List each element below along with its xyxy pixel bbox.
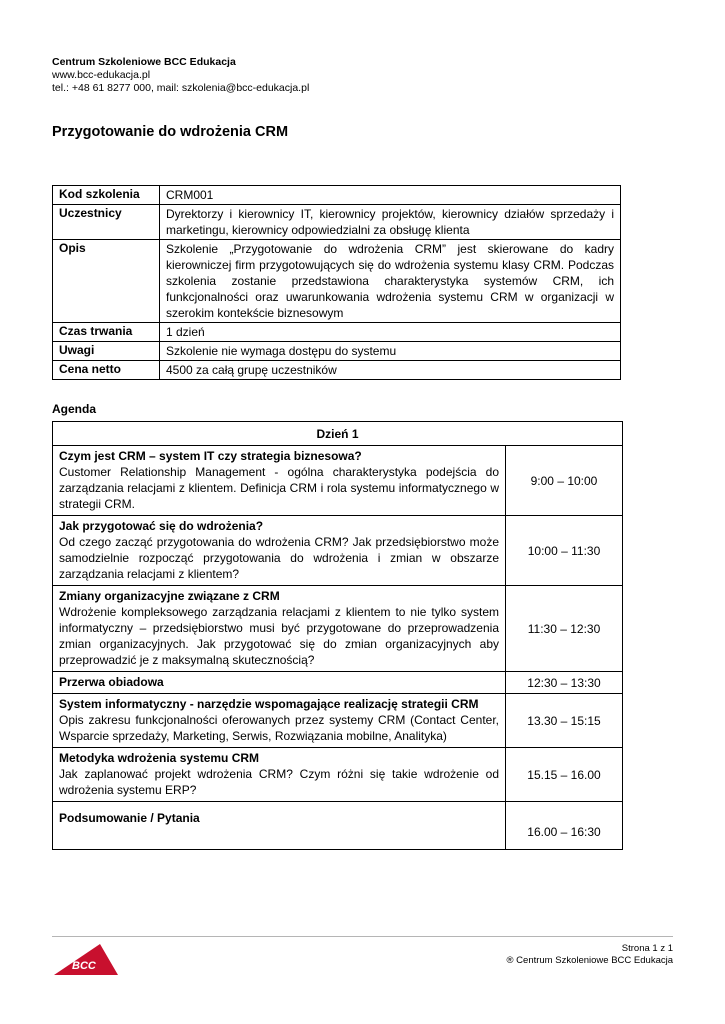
price-value: 4500 za całą grupę uczestników [160,361,621,380]
agenda-topic-desc: Wdrożenie kompleksowego zarządzania relacjami z klientem to nie tylko system informatyczny – przedsiębiorstwo musi być przygotowane do przeprowadzenia zmian organizacyjnych. Jak przygotować się do zmian organizacyjnych aby przeprowadzić je z maksymalną skutecznością? [59,605,499,667]
agenda-time: 13.30 – 15:15 [506,694,623,748]
page-number: Strona 1 z 1 [621,943,673,954]
website-text: www.bcc-edukacja.pl [52,69,151,81]
agenda-row [53,748,623,802]
agenda-topic-title: Metodyka wdrożenia systemu CRM [59,751,260,765]
agenda-topic-desc: Customer Relationship Management - ogólna charakterystyka podejścia do zarządzania relacjami z klientem. Definicja CRM i rola systemu informatycznego w strategii CRM. [59,465,499,511]
copyright-text: ® Centrum Szkoleniowe BCC Edukacja [506,955,673,966]
notes-label: Uwagi [53,342,160,361]
info-row-code [53,186,621,205]
agenda-time: 16.00 – 16:30 [506,802,623,850]
duration-label: Czas trwania [53,323,160,342]
info-row-price [53,361,621,380]
agenda-topic [53,694,506,748]
agenda-topic-title: Jak przygotować się do wdrożenia? [59,519,264,533]
document-header [52,56,309,95]
agenda-topic [53,586,506,672]
description-value: Szkolenie „Przygotowanie do wdrożenia CRM” jest skierowane do kadry kierowniczej firm przygotowujących się do wdrożenia systemu klasy CRM. Podczas szkolenia zostanie przedstawiona charakterystyka systemów CRM, ich funkcjonalności oraz uwarunkowania wdrożenia systemu CRM w organizacji w szerokim kontekście biznesowym [160,240,621,323]
agenda-time: 12:30 – 13:30 [506,672,623,694]
duration-value: 1 dzień [160,323,621,342]
logo-text: BCC [72,960,96,972]
page-footer [507,943,673,967]
agenda-topic-title: System informatyczny - narzędzie wspomagające realizację strategii CRM [59,697,479,711]
agenda-topic-title: Przerwa obiadowa [59,675,164,689]
document-title: Przygotowanie do wdrożenia CRM [52,124,289,140]
day-header: Dzień 1 [53,422,623,446]
agenda-topic-desc: Opis zakresu funkcjonalności oferowanych przez systemy CRM (Contact Center, Wsparcie sprzedaży, Marketing, Serwis, Rozwiązania mobilne, Analityka) [59,713,499,743]
agenda-topic-title: Czym jest CRM – system IT czy strategia biznesowa? [59,449,362,463]
agenda-topic-desc: Jak zaplanować projekt wdrożenia CRM? Czym różni się takie wdrożenie od wdrożenia systemu ERP? [59,767,499,797]
agenda-topic [53,516,506,586]
description-label: Opis [53,240,160,323]
participants-label: Uczestnicy [53,205,160,240]
info-row-notes [53,342,621,361]
agenda-row [53,672,623,694]
footer-divider [52,936,673,937]
agenda-topic [53,446,506,516]
agenda-topic-title: Zmiany organizacyjne związane z CRM [59,589,280,603]
agenda-topic [53,802,506,850]
organization-name: Centrum Szkoleniowe BCC Edukacja [52,56,236,68]
bcc-logo [52,942,120,976]
agenda-table [52,421,623,850]
info-row-description [53,240,621,323]
agenda-heading: Agenda [52,402,97,416]
agenda-topic [53,748,506,802]
agenda-topic-title: Podsumowanie / Pytania [59,811,200,825]
info-row-participants [53,205,621,240]
course-info-table [52,185,621,380]
code-label: Kod szkolenia [53,186,160,205]
agenda-time: 11:30 – 12:30 [506,586,623,672]
agenda-topic-desc: Od czego zacząć przygotowania do wdrożenia CRM? Jak przedsiębiorstwo może samodzielnie rozpocząć przygotowania do wdrożenia i zmian w obszarze zarządzania relacjami z klientem? [59,535,499,581]
contact-text: tel.: +48 61 8277 000, mail: szkolenia@bcc-edukacja.pl [52,82,310,94]
code-value: CRM001 [160,186,621,205]
agenda-time: 9:00 – 10:00 [506,446,623,516]
agenda-row [53,694,623,748]
agenda-time: 15.15 – 16.00 [506,748,623,802]
info-row-duration [53,323,621,342]
participants-value: Dyrektorzy i kierownicy IT, kierownicy projektów, kierownicy działów sprzedaży i marketingu, kierownicy odpowiedzialni za obsługę klienta [160,205,621,240]
agenda-time: 10:00 – 11:30 [506,516,623,586]
agenda-row [53,586,623,672]
agenda-topic [53,672,506,694]
agenda-row [53,446,623,516]
agenda-row [53,516,623,586]
agenda-row [53,802,623,850]
notes-value: Szkolenie nie wymaga dostępu do systemu [160,342,621,361]
price-label: Cena netto [53,361,160,380]
